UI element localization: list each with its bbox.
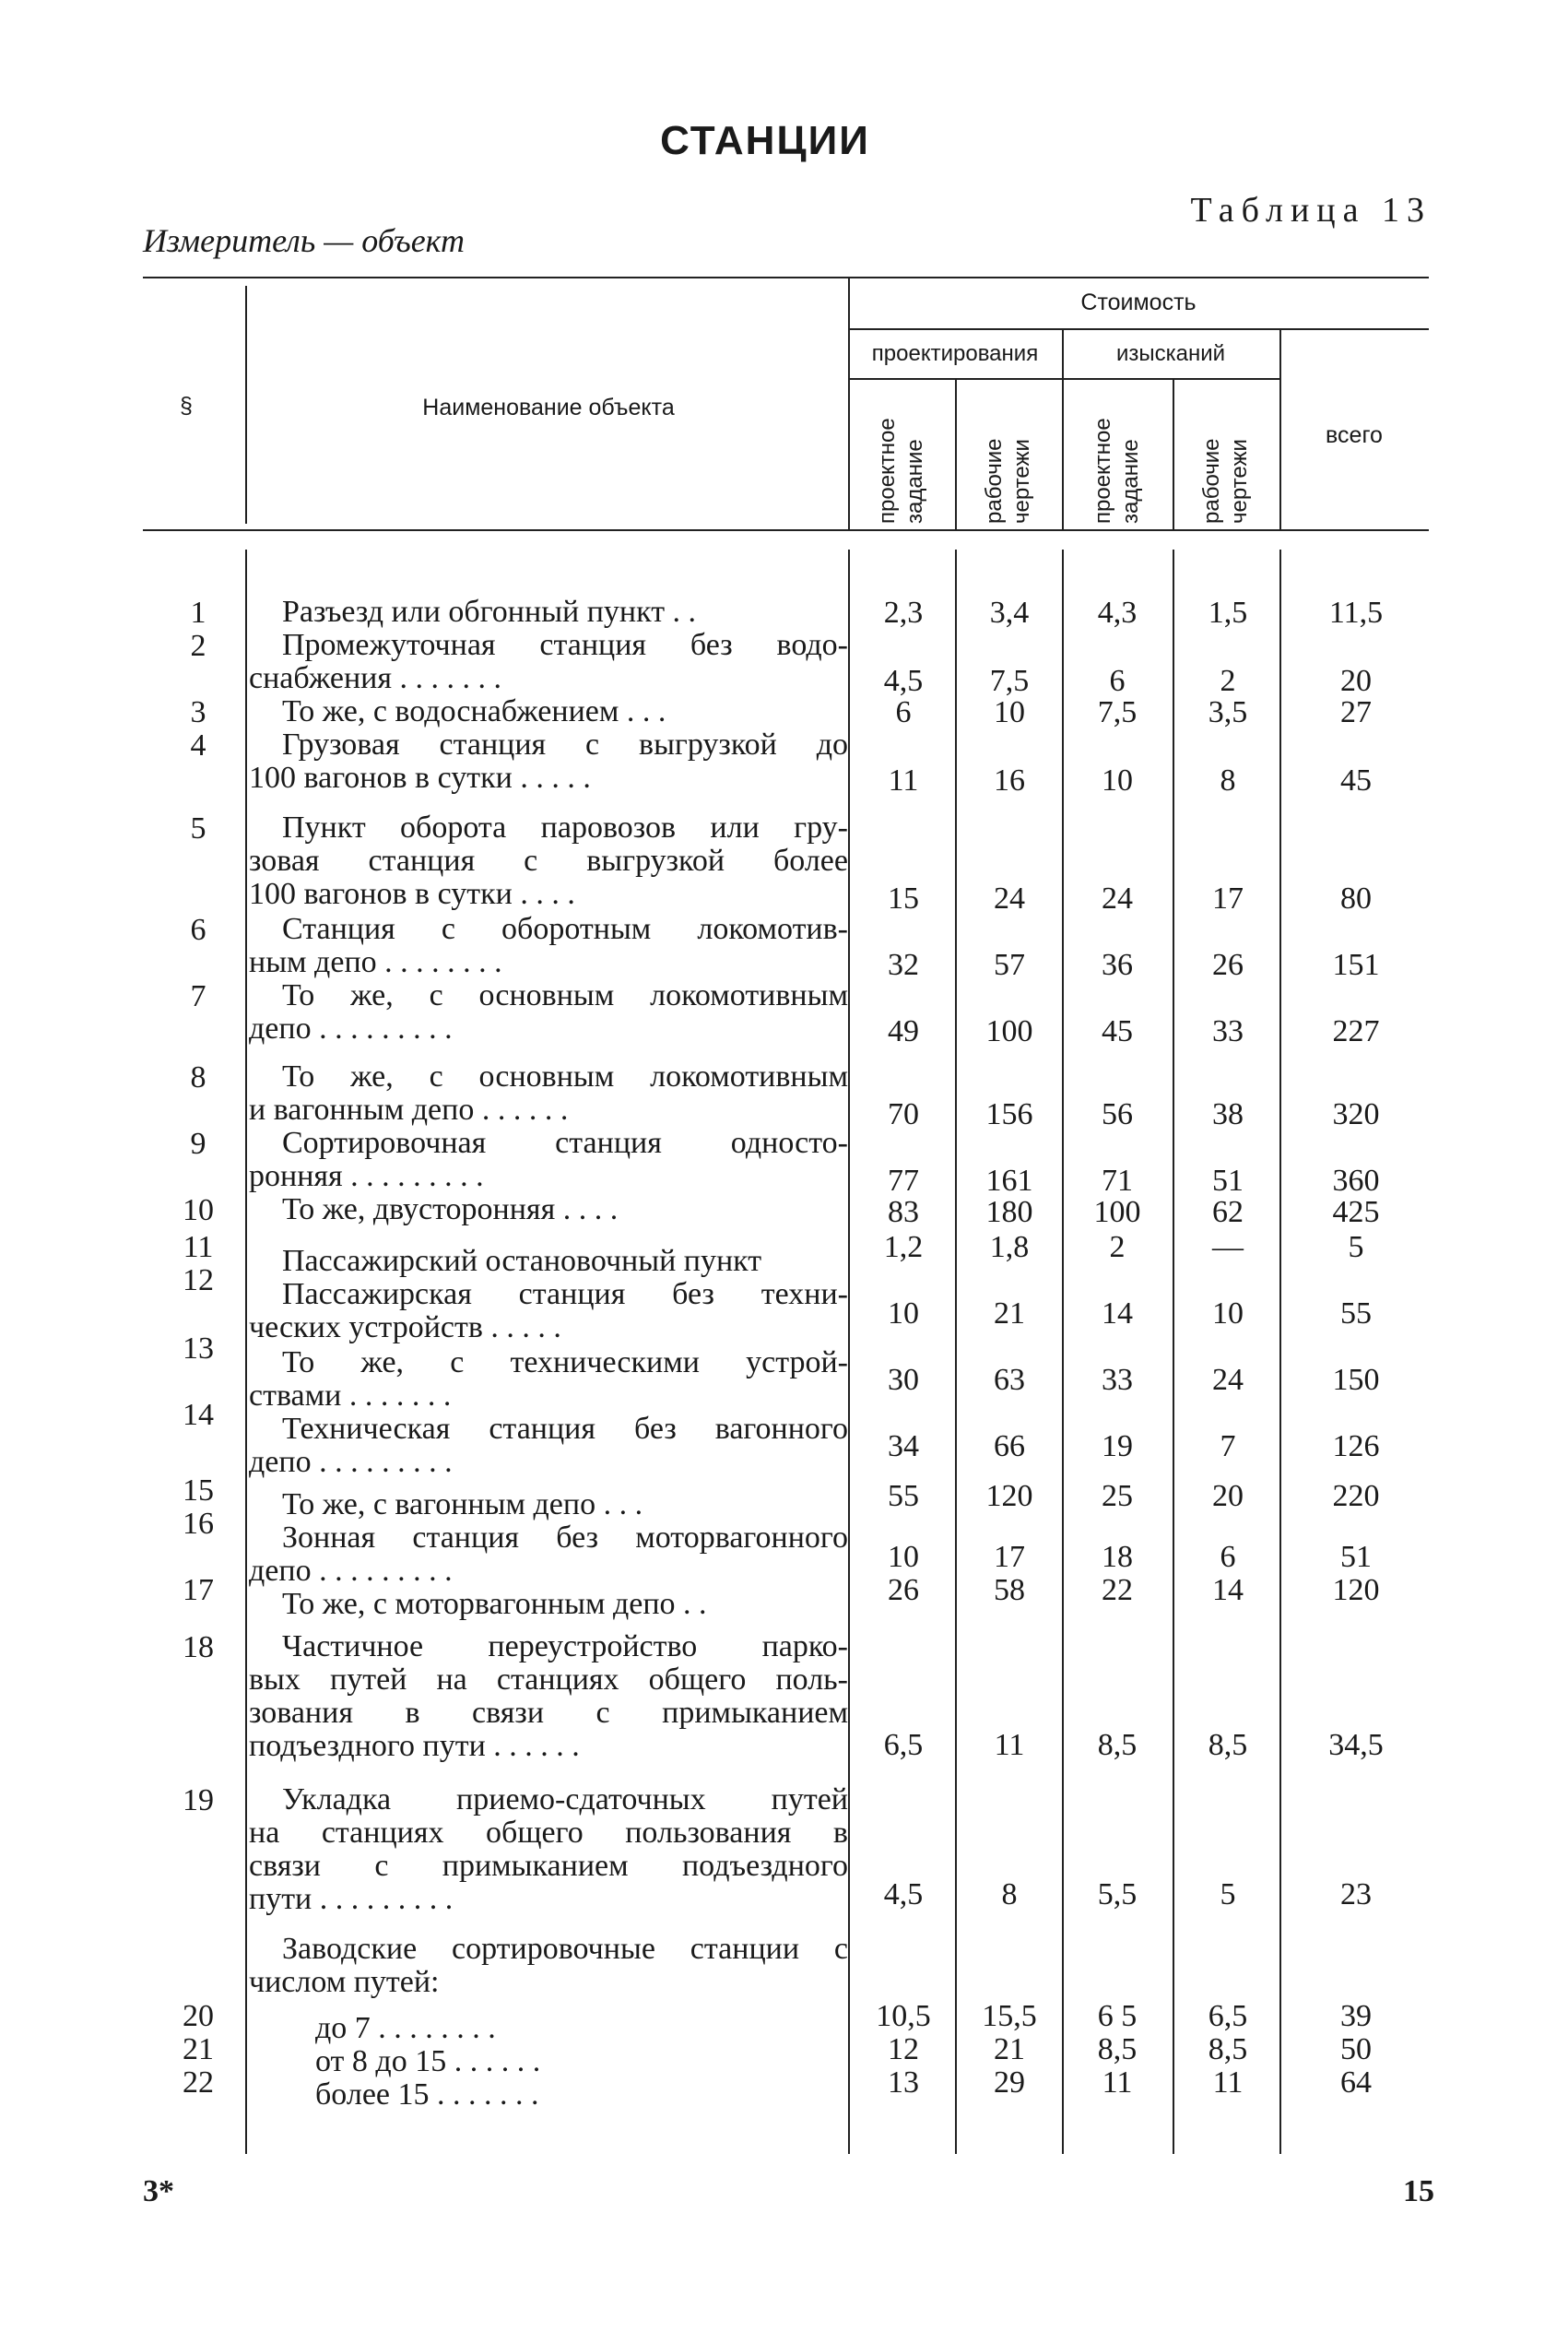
- header-survey-project-task: проектное задание: [1091, 418, 1143, 524]
- value-survey-project-task: 6 5: [1097, 1999, 1138, 2033]
- value-survey-project-task: 6: [1109, 664, 1126, 698]
- value-survey-project-task: 25: [1102, 1479, 1133, 1513]
- value-survey-project-task: 8,5: [1097, 1728, 1138, 1762]
- value-design-working-drawings: 120: [985, 1479, 1033, 1513]
- row-object-name: более 15 . . . . . . .: [315, 2077, 539, 2112]
- row-object-name: То же, с основным локомотивным и вагонным депо . . . . . .: [249, 1059, 848, 1127]
- value-survey-project-task: 71: [1102, 1164, 1133, 1198]
- value-total: 34,5: [1328, 1728, 1384, 1762]
- col-divider-header: [955, 378, 957, 529]
- value-survey-working-drawings: —: [1212, 1230, 1244, 1264]
- header-cost: Стоимость: [1080, 290, 1197, 315]
- value-design-project-task: 34: [888, 1429, 919, 1463]
- value-total: 20: [1340, 664, 1372, 698]
- value-design-project-task: 6: [895, 695, 912, 729]
- value-survey-project-task: 36: [1102, 948, 1133, 982]
- header-survey: изысканий: [1115, 341, 1226, 366]
- value-survey-working-drawings: 7: [1220, 1429, 1236, 1463]
- value-survey-project-task: 10: [1102, 763, 1133, 798]
- row-section-number: 6: [190, 913, 206, 947]
- value-survey-working-drawings: 8,5: [1208, 2032, 1248, 2066]
- value-total: 80: [1340, 882, 1372, 916]
- row-object-name: Заводские сортировочные станции с числом путей:: [249, 1932, 848, 1999]
- value-survey-project-task: 14: [1102, 1296, 1133, 1331]
- row-object-name: Частичное переустройство парко- вых путей на станциях общего поль- зования в связи с примыканием подъездного пути . . . . . .: [249, 1629, 848, 1763]
- value-total: 320: [1332, 1097, 1380, 1131]
- row-object-name: Грузовая станция с выгрузкой до 100 вагонов в сутки . . . . .: [249, 728, 848, 795]
- value-design-project-task: 15: [888, 882, 919, 916]
- value-design-working-drawings: 58: [994, 1573, 1025, 1607]
- value-total: 11,5: [1328, 596, 1384, 630]
- value-design-project-task: 11: [888, 763, 919, 798]
- value-design-project-task: 70: [888, 1097, 919, 1131]
- page-number: 15: [1403, 2174, 1434, 2208]
- col-divider-body: [1173, 550, 1174, 2154]
- row-section-number: 15: [183, 1473, 214, 1508]
- value-design-working-drawings: 63: [994, 1363, 1025, 1397]
- row-object-name: Разъезд или обгонный пункт . .: [282, 595, 697, 629]
- value-design-working-drawings: 100: [985, 1014, 1033, 1048]
- value-survey-working-drawings: 11: [1212, 2065, 1244, 2100]
- row-section-number: 20: [183, 1999, 214, 2033]
- value-survey-working-drawings: 51: [1212, 1164, 1244, 1198]
- value-design-working-drawings: 24: [994, 882, 1025, 916]
- row-object-name: Промежуточная станция без водо- снабжения . . . . . . .: [249, 628, 848, 695]
- value-design-project-task: 49: [888, 1014, 919, 1048]
- col-divider-body: [1062, 550, 1064, 2154]
- value-total: 50: [1340, 2032, 1372, 2066]
- value-survey-project-task: 24: [1102, 882, 1133, 916]
- value-total: 360: [1332, 1164, 1380, 1198]
- value-total: 120: [1332, 1573, 1380, 1607]
- value-survey-project-task: 4,3: [1097, 596, 1138, 630]
- value-total: 51: [1340, 1540, 1372, 1574]
- row-section-number: 17: [183, 1573, 214, 1607]
- value-survey-working-drawings: 5: [1220, 1877, 1236, 1911]
- value-survey-working-drawings: 1,5: [1208, 596, 1248, 630]
- value-design-working-drawings: 161: [985, 1164, 1033, 1198]
- value-survey-working-drawings: 8: [1220, 763, 1236, 798]
- row-object-name: То же, с моторвагонным депо . .: [282, 1587, 707, 1621]
- value-survey-working-drawings: 17: [1212, 882, 1244, 916]
- row-section-number: 5: [190, 811, 206, 846]
- row-object-name: до 7 . . . . . . . .: [315, 2011, 496, 2045]
- row-section-number: 1: [190, 596, 206, 630]
- value-total: 45: [1340, 763, 1372, 798]
- value-survey-working-drawings: 6: [1220, 1540, 1236, 1574]
- col-divider-header: [245, 286, 247, 524]
- value-survey-project-task: 100: [1093, 1195, 1141, 1229]
- value-design-working-drawings: 8: [1001, 1877, 1018, 1911]
- value-total: 23: [1340, 1877, 1372, 1911]
- header-design-project-task: проектное задание: [875, 418, 927, 524]
- row-section-number: 22: [183, 2065, 214, 2100]
- value-survey-project-task: 2: [1109, 1230, 1126, 1264]
- value-design-project-task: 10: [888, 1540, 919, 1574]
- row-section-number: 19: [183, 1783, 214, 1817]
- row-object-name: Станция с оборотным локомотив- ным депо . . . . . . . .: [249, 912, 848, 979]
- row-object-name: Пассажирский остановочный пункт: [282, 1244, 762, 1278]
- row-section-number: 10: [183, 1193, 214, 1227]
- value-design-project-task: 77: [888, 1164, 919, 1198]
- value-total: 39: [1340, 1999, 1372, 2033]
- value-survey-working-drawings: 26: [1212, 948, 1244, 982]
- value-survey-project-task: 5,5: [1097, 1877, 1138, 1911]
- row-object-name: Пункт оборота паровозов или гру- зовая станция с выгрузкой более 100 вагонов в сутки . . . .: [249, 811, 848, 911]
- value-design-project-task: 10,5: [876, 1999, 931, 2033]
- value-design-project-task: 4,5: [883, 664, 924, 698]
- value-design-project-task: 4,5: [883, 1877, 924, 1911]
- value-design-working-drawings: 66: [994, 1429, 1025, 1463]
- value-design-project-task: 55: [888, 1479, 919, 1513]
- row-section-number: 2: [190, 629, 206, 663]
- value-survey-working-drawings: 62: [1212, 1195, 1244, 1229]
- row-section-number: 8: [190, 1060, 206, 1095]
- row-section-number: 7: [190, 979, 206, 1013]
- measure-unit: Измеритель — объект: [143, 222, 466, 259]
- value-design-working-drawings: 1,8: [989, 1230, 1030, 1264]
- value-survey-working-drawings: 8,5: [1208, 1728, 1248, 1762]
- table-label: Таблица 13: [1190, 191, 1432, 230]
- value-design-working-drawings: 21: [994, 2032, 1025, 2066]
- row-object-name: от 8 до 15 . . . . . .: [315, 2044, 541, 2078]
- row-object-name: То же, с водоснабжением . . .: [282, 694, 666, 728]
- header-bottom-rule: [143, 529, 1429, 531]
- row-section-number: 12: [183, 1263, 214, 1297]
- value-design-working-drawings: 7,5: [989, 664, 1030, 698]
- value-total: 5: [1348, 1230, 1364, 1264]
- value-design-working-drawings: 156: [985, 1097, 1033, 1131]
- row-section-number: 11: [183, 1230, 214, 1264]
- value-total: 220: [1332, 1479, 1380, 1513]
- value-survey-working-drawings: 38: [1212, 1097, 1244, 1131]
- value-design-project-task: 26: [888, 1573, 919, 1607]
- subgroup-rule: [848, 378, 1279, 380]
- row-object-name: То же, двусторонняя . . . .: [282, 1192, 619, 1226]
- header-section: §: [180, 393, 193, 419]
- value-survey-project-task: 56: [1102, 1097, 1133, 1131]
- header-total: всего: [1326, 422, 1383, 448]
- value-design-project-task: 12: [888, 2032, 919, 2066]
- col-divider-body: [245, 550, 247, 2154]
- value-design-project-task: 83: [888, 1195, 919, 1229]
- value-survey-working-drawings: 6,5: [1208, 1999, 1248, 2033]
- value-survey-working-drawings: 33: [1212, 1014, 1244, 1048]
- value-total: 55: [1340, 1296, 1372, 1331]
- row-section-number: 4: [190, 728, 206, 763]
- value-design-working-drawings: 17: [994, 1540, 1025, 1574]
- value-survey-working-drawings: 20: [1212, 1479, 1244, 1513]
- value-design-working-drawings: 180: [985, 1195, 1033, 1229]
- value-survey-working-drawings: 2: [1220, 664, 1236, 698]
- row-object-name: То же, с техническими устрой- ствами . . . . . . .: [249, 1345, 848, 1413]
- value-survey-project-task: 19: [1102, 1429, 1133, 1463]
- header-name: Наименование объекта: [422, 395, 675, 420]
- value-design-project-task: 13: [888, 2065, 919, 2100]
- value-design-project-task: 6,5: [883, 1728, 924, 1762]
- value-survey-project-task: 45: [1102, 1014, 1133, 1048]
- row-object-name: Техническая станция без вагонного депо . . . . . . . . .: [249, 1412, 848, 1479]
- row-object-name: Пассажирская станция без техни- ческих устройств . . . . .: [249, 1277, 848, 1344]
- value-total: 150: [1332, 1363, 1380, 1397]
- value-design-working-drawings: 21: [994, 1296, 1025, 1331]
- row-object-name: Зонная станция без моторвагонного депо . . . . . . . . .: [249, 1520, 848, 1588]
- value-design-working-drawings: 15,5: [982, 1999, 1037, 2033]
- value-survey-working-drawings: 3,5: [1208, 695, 1248, 729]
- row-object-name: Сортировочная станция односто- ронняя . . . . . . . . .: [249, 1126, 848, 1193]
- value-survey-project-task: 33: [1102, 1363, 1133, 1397]
- value-design-working-drawings: 11: [994, 1728, 1025, 1762]
- row-section-number: 13: [183, 1331, 214, 1366]
- value-survey-project-task: 22: [1102, 1573, 1133, 1607]
- value-total: 27: [1340, 695, 1372, 729]
- row-section-number: 14: [183, 1398, 214, 1432]
- row-section-number: 16: [183, 1507, 214, 1541]
- col-divider-body: [848, 550, 850, 2154]
- row-section-number: 21: [183, 2032, 214, 2066]
- value-total: 227: [1332, 1014, 1380, 1048]
- col-divider-body: [1279, 550, 1281, 2154]
- value-survey-project-task: 18: [1102, 1540, 1133, 1574]
- row-object-name: То же, с основным локомотивным депо . . . . . . . . .: [249, 978, 848, 1046]
- row-object-name: То же, с вагонным депо . . .: [282, 1487, 643, 1521]
- value-total: 126: [1332, 1429, 1380, 1463]
- value-design-working-drawings: 29: [994, 2065, 1025, 2100]
- row-section-number: 9: [190, 1127, 206, 1161]
- header-design-working-drawings: рабочие чертежи: [982, 438, 1034, 524]
- value-design-working-drawings: 57: [994, 948, 1025, 982]
- value-design-project-task: 2,3: [883, 596, 924, 630]
- value-design-project-task: 1,2: [883, 1230, 924, 1264]
- col-divider-body: [955, 550, 957, 2154]
- value-survey-project-task: 8,5: [1097, 2032, 1138, 2066]
- header-survey-working-drawings: рабочие чертежи: [1199, 438, 1252, 524]
- value-survey-working-drawings: 24: [1212, 1363, 1244, 1397]
- value-survey-working-drawings: 14: [1212, 1573, 1244, 1607]
- value-design-working-drawings: 16: [994, 763, 1025, 798]
- footer-signature-mark: 3*: [143, 2174, 174, 2208]
- cost-rule: [848, 328, 1429, 330]
- table-top-rule: [143, 277, 1429, 278]
- value-survey-working-drawings: 10: [1212, 1296, 1244, 1331]
- value-design-project-task: 32: [888, 948, 919, 982]
- value-survey-project-task: 7,5: [1097, 695, 1138, 729]
- page-title: СТАНЦИИ: [660, 118, 870, 163]
- row-section-number: 3: [190, 695, 206, 729]
- row-section-number: 18: [183, 1630, 214, 1664]
- value-design-project-task: 30: [888, 1363, 919, 1397]
- value-design-working-drawings: 10: [994, 695, 1025, 729]
- value-total: 151: [1332, 948, 1380, 982]
- value-total: 425: [1332, 1195, 1380, 1229]
- col-divider-header: [1173, 378, 1174, 529]
- value-design-working-drawings: 3,4: [989, 596, 1030, 630]
- value-survey-project-task: 11: [1102, 2065, 1133, 2100]
- header-design: проектирования: [871, 341, 1039, 366]
- value-total: 64: [1340, 2065, 1372, 2100]
- row-object-name: Укладка приемо-сдаточных путей на станциях общего пользования в связи с примыканием подъездного пути . . . . . . . . .: [249, 1782, 848, 1916]
- value-design-project-task: 10: [888, 1296, 919, 1331]
